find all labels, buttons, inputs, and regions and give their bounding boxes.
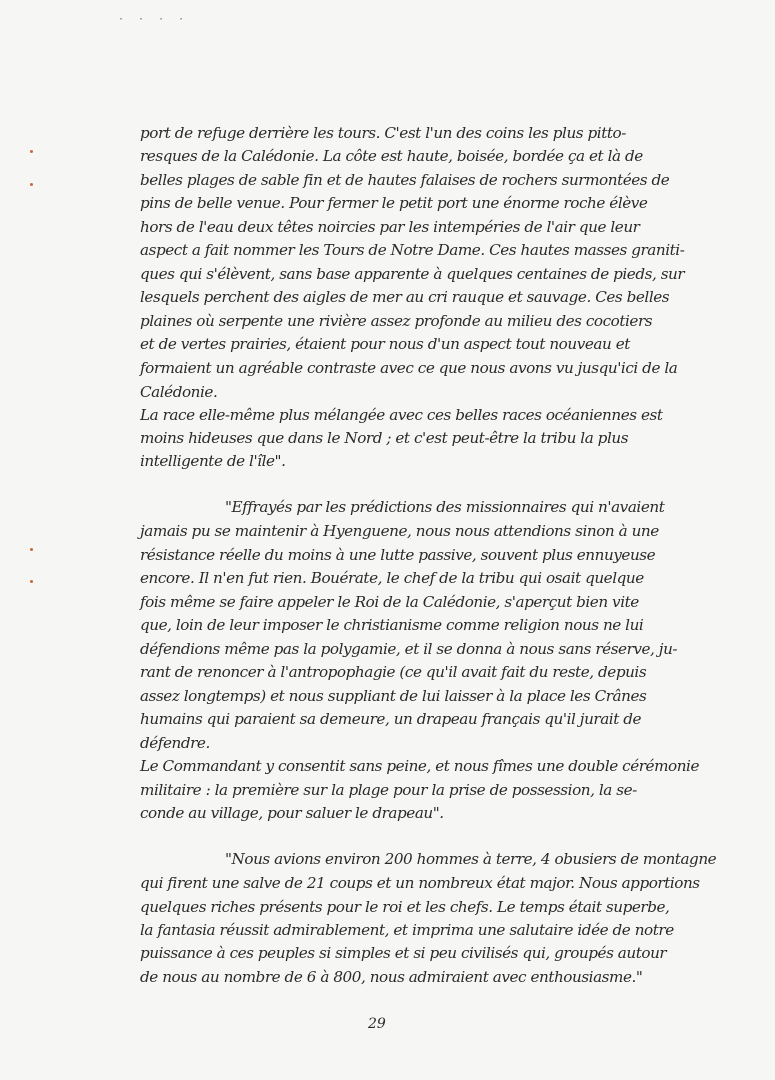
text-line: belles plages de sable fin et de hautes falaises de rochers surmontées de: [140, 171, 670, 189]
margin-mark: [30, 183, 33, 186]
text-line: Calédonie.: [140, 383, 218, 401]
text-line: intelligente de l'île".: [140, 452, 286, 470]
text-line: "Effrayés par les prédictions des missionnaires qui n'avaient: [225, 498, 665, 516]
text-line: lesquels perchent des aigles de mer au cri rauque et sauvage. Ces belles: [140, 288, 670, 306]
scan-specks: · · · ·: [118, 14, 189, 25]
text-line: la fantasia réussit admirablement, et imprima une salutaire idée de notre: [140, 921, 674, 939]
text-line: défendions même pas la polygamie, et il se donna à nous sans réserve, ju-: [140, 640, 678, 658]
text-line: et de vertes prairies, étaient pour nous d'un aspect tout nouveau et: [140, 335, 630, 353]
text-line: ques qui s'élèvent, sans base apparente à quelques centaines de pieds, sur: [140, 265, 685, 283]
text-line: défendre.: [140, 734, 210, 752]
text-line: rant de renoncer à l'antropophagie (ce qu'il avait fait du reste, depuis: [140, 663, 647, 681]
text-line: La race elle-même plus mélangée avec ces belles races océaniennes est: [140, 406, 663, 424]
text-line: formaient un agréable contraste avec ce que nous avons vu jusqu'ici de la: [140, 359, 678, 377]
margin-mark: [30, 150, 33, 153]
text-line: qui firent une salve de 21 coups et un nombreux état major. Nous apportions: [140, 874, 700, 892]
text-line: port de refuge derrière les tours. C'est l'un des coins les plus pitto-: [140, 124, 626, 142]
text-line: résistance réelle du moins à une lutte passive, souvent plus ennuyeuse: [140, 546, 656, 564]
text-line: humains qui paraient sa demeure, un drapeau français qu'il jurait de: [140, 710, 642, 728]
text-line: resques de la Calédonie. La côte est haute, boisée, bordée ça et là de: [140, 147, 643, 165]
text-line: que, loin de leur imposer le christianisme comme religion nous ne lui: [140, 616, 644, 634]
text-line: moins hideuses que dans le Nord ; et c'est peut-être la tribu la plus: [140, 429, 629, 447]
text-line: quelques riches présents pour le roi et les chefs. Le temps était superbe,: [140, 898, 670, 916]
text-line: plaines où serpente une rivière assez profonde au milieu des cocotiers: [140, 312, 653, 330]
text-line: hors de l'eau deux têtes noircies par les intempéries de l'air que leur: [140, 218, 640, 236]
text-line: puissance à ces peuples si simples et si peu civilisés qui, groupés autour: [140, 944, 667, 962]
page-number: 29: [368, 1016, 386, 1032]
text-line: militaire : la première sur la plage pour la prise de possession, la se-: [140, 781, 637, 799]
text-line: de nous au nombre de 6 à 800, nous admiraient avec enthousiasme.": [140, 968, 643, 986]
text-line: pins de belle venue. Pour fermer le petit port une énorme roche élève: [140, 194, 648, 212]
text-line: assez longtemps) et nous suppliant de lui laisser à la place les Crânes: [140, 687, 647, 705]
text-line: fois même se faire appeler le Roi de la Calédonie, s'aperçut bien vite: [140, 593, 639, 611]
text-line: encore. Il n'en fut rien. Bouérate, le chef de la tribu qui osait quelque: [140, 569, 644, 587]
text-line: Le Commandant y consentit sans peine, et nous fîmes une double cérémonie: [140, 757, 700, 775]
text-line: jamais pu se maintenir à Hyenguene, nous nous attendions sinon à une: [140, 522, 659, 540]
text-line: aspect a fait nommer les Tours de Notre Dame. Ces hautes masses graniti-: [140, 241, 685, 259]
text-line: conde au village, pour saluer le drapeau".: [140, 804, 444, 822]
margin-mark: [30, 580, 33, 583]
margin-mark: [30, 548, 33, 551]
text-line: "Nous avions environ 200 hommes à terre, 4 obusiers de montagne: [225, 850, 717, 868]
